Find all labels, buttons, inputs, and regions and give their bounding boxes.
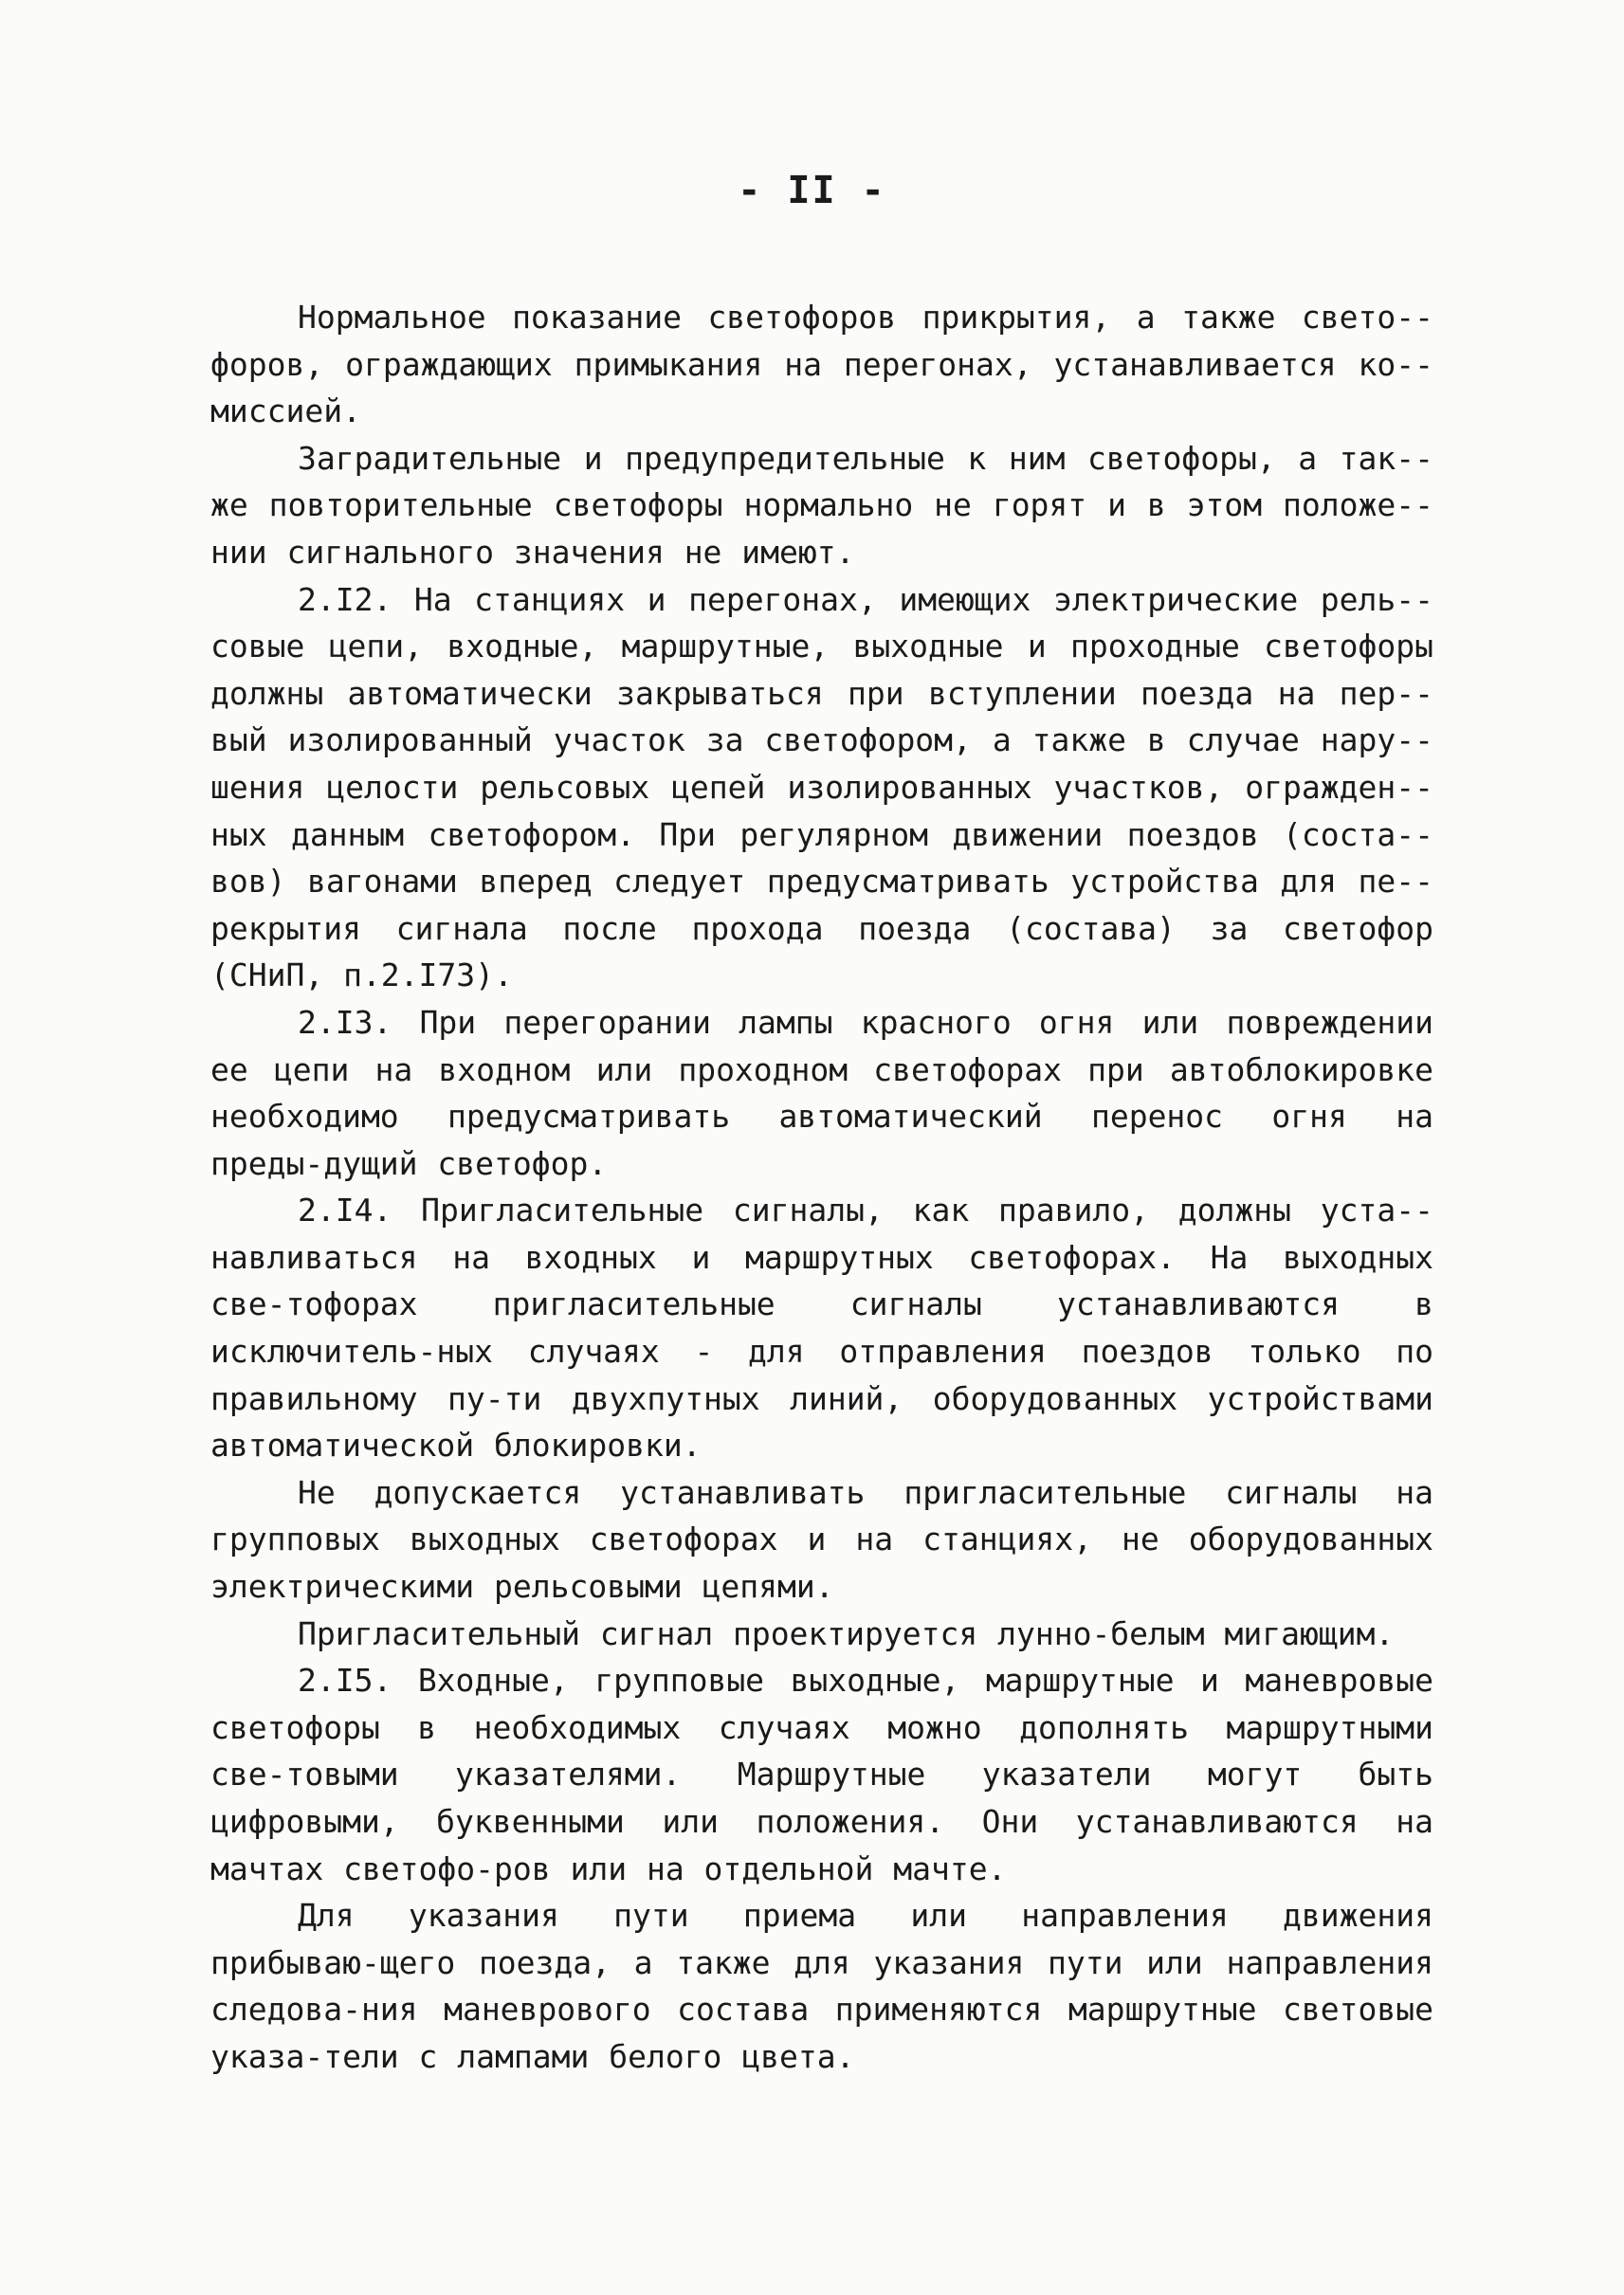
paragraph-2-13: 2.I3. При перегорании лампы красного огня или повреждении ее цепи на входном или проходном светофорах при автоблокировке необходимо предусматривать автоматический перенос огня на преды-дущий светофор. xyxy=(210,1003,1433,1182)
paragraph-2-15: 2.I5. Входные, групповые выходные, маршрутные и маневровые светофоры в необходимых случаях можно дополнять маршрутными све-товыми указателями. Маршрутные указатели могут быть цифровыми, буквенными или положения. Они устанавливаются на мачтах светофо-ров или на отдельной мачте. xyxy=(210,1662,1433,1887)
paragraph-route-indicators: Для указания пути приема или направления движения прибываю-щего поезда, а также для указания пути или направления следова-ния маневрового состава применяются маршрутные световые указа-тели с лампами белого цвета. xyxy=(210,1897,1433,2075)
paragraph-cover-signals: Нормальное показание светофоров прикрытия, а также свето-форов, ограждающих примыкания на перегонах, устанавливается ко-миссией. xyxy=(210,299,1433,430)
paragraph-not-allowed: Не допускается устанавливать пригласительные сигналы на групповых выходных светофорах и на станциях, не оборудованных электрическими рельсовыми цепями. xyxy=(210,1473,1433,1606)
body-text xyxy=(210,294,1433,2081)
paragraph-barrier-signals: Заградительные и предупредительные к ним светофоры, а так-же повторительные светофоры нормально не горят и в этом положе-нии сигнального значения не имеют. xyxy=(210,439,1433,571)
page-number: - II - xyxy=(738,169,886,212)
paragraph-invitation-signal: Пригласительный сигнал проектируется лунно-белым мигающим. xyxy=(298,1614,1395,1652)
paragraph-2-12: 2.I2. На станциях и перегонах, имеющих электрические рель-совые цепи, входные, маршрутные, выходные и проходные светофоры должны автоматически закрываться при вступлении поезда на пер-вый изолированный участок за светофором, а также в случае нару-шения целости рельсовых цепей изолированных участков, огражден-ных данным светофором. При регулярном движении поездов (соста-вов) вагонами вперед следует предусматривать устройства для пе-рекрытия сигнала после прохода поезда (состава) за светофор (СНиП, п.2.I73). xyxy=(210,580,1433,994)
paragraph-2-14: 2.I4. Пригласительные сигналы, как правило, должны уста-навливаться на входных и маршрутных светофорах. На выходных све-тофорах пригласительные сигналы устанавливаются в исключитель-ных случаях - для отправления поездов только по правильному пу-ти двухпутных линий, оборудованных устройствами автоматической блокировки. xyxy=(210,1192,1433,1465)
